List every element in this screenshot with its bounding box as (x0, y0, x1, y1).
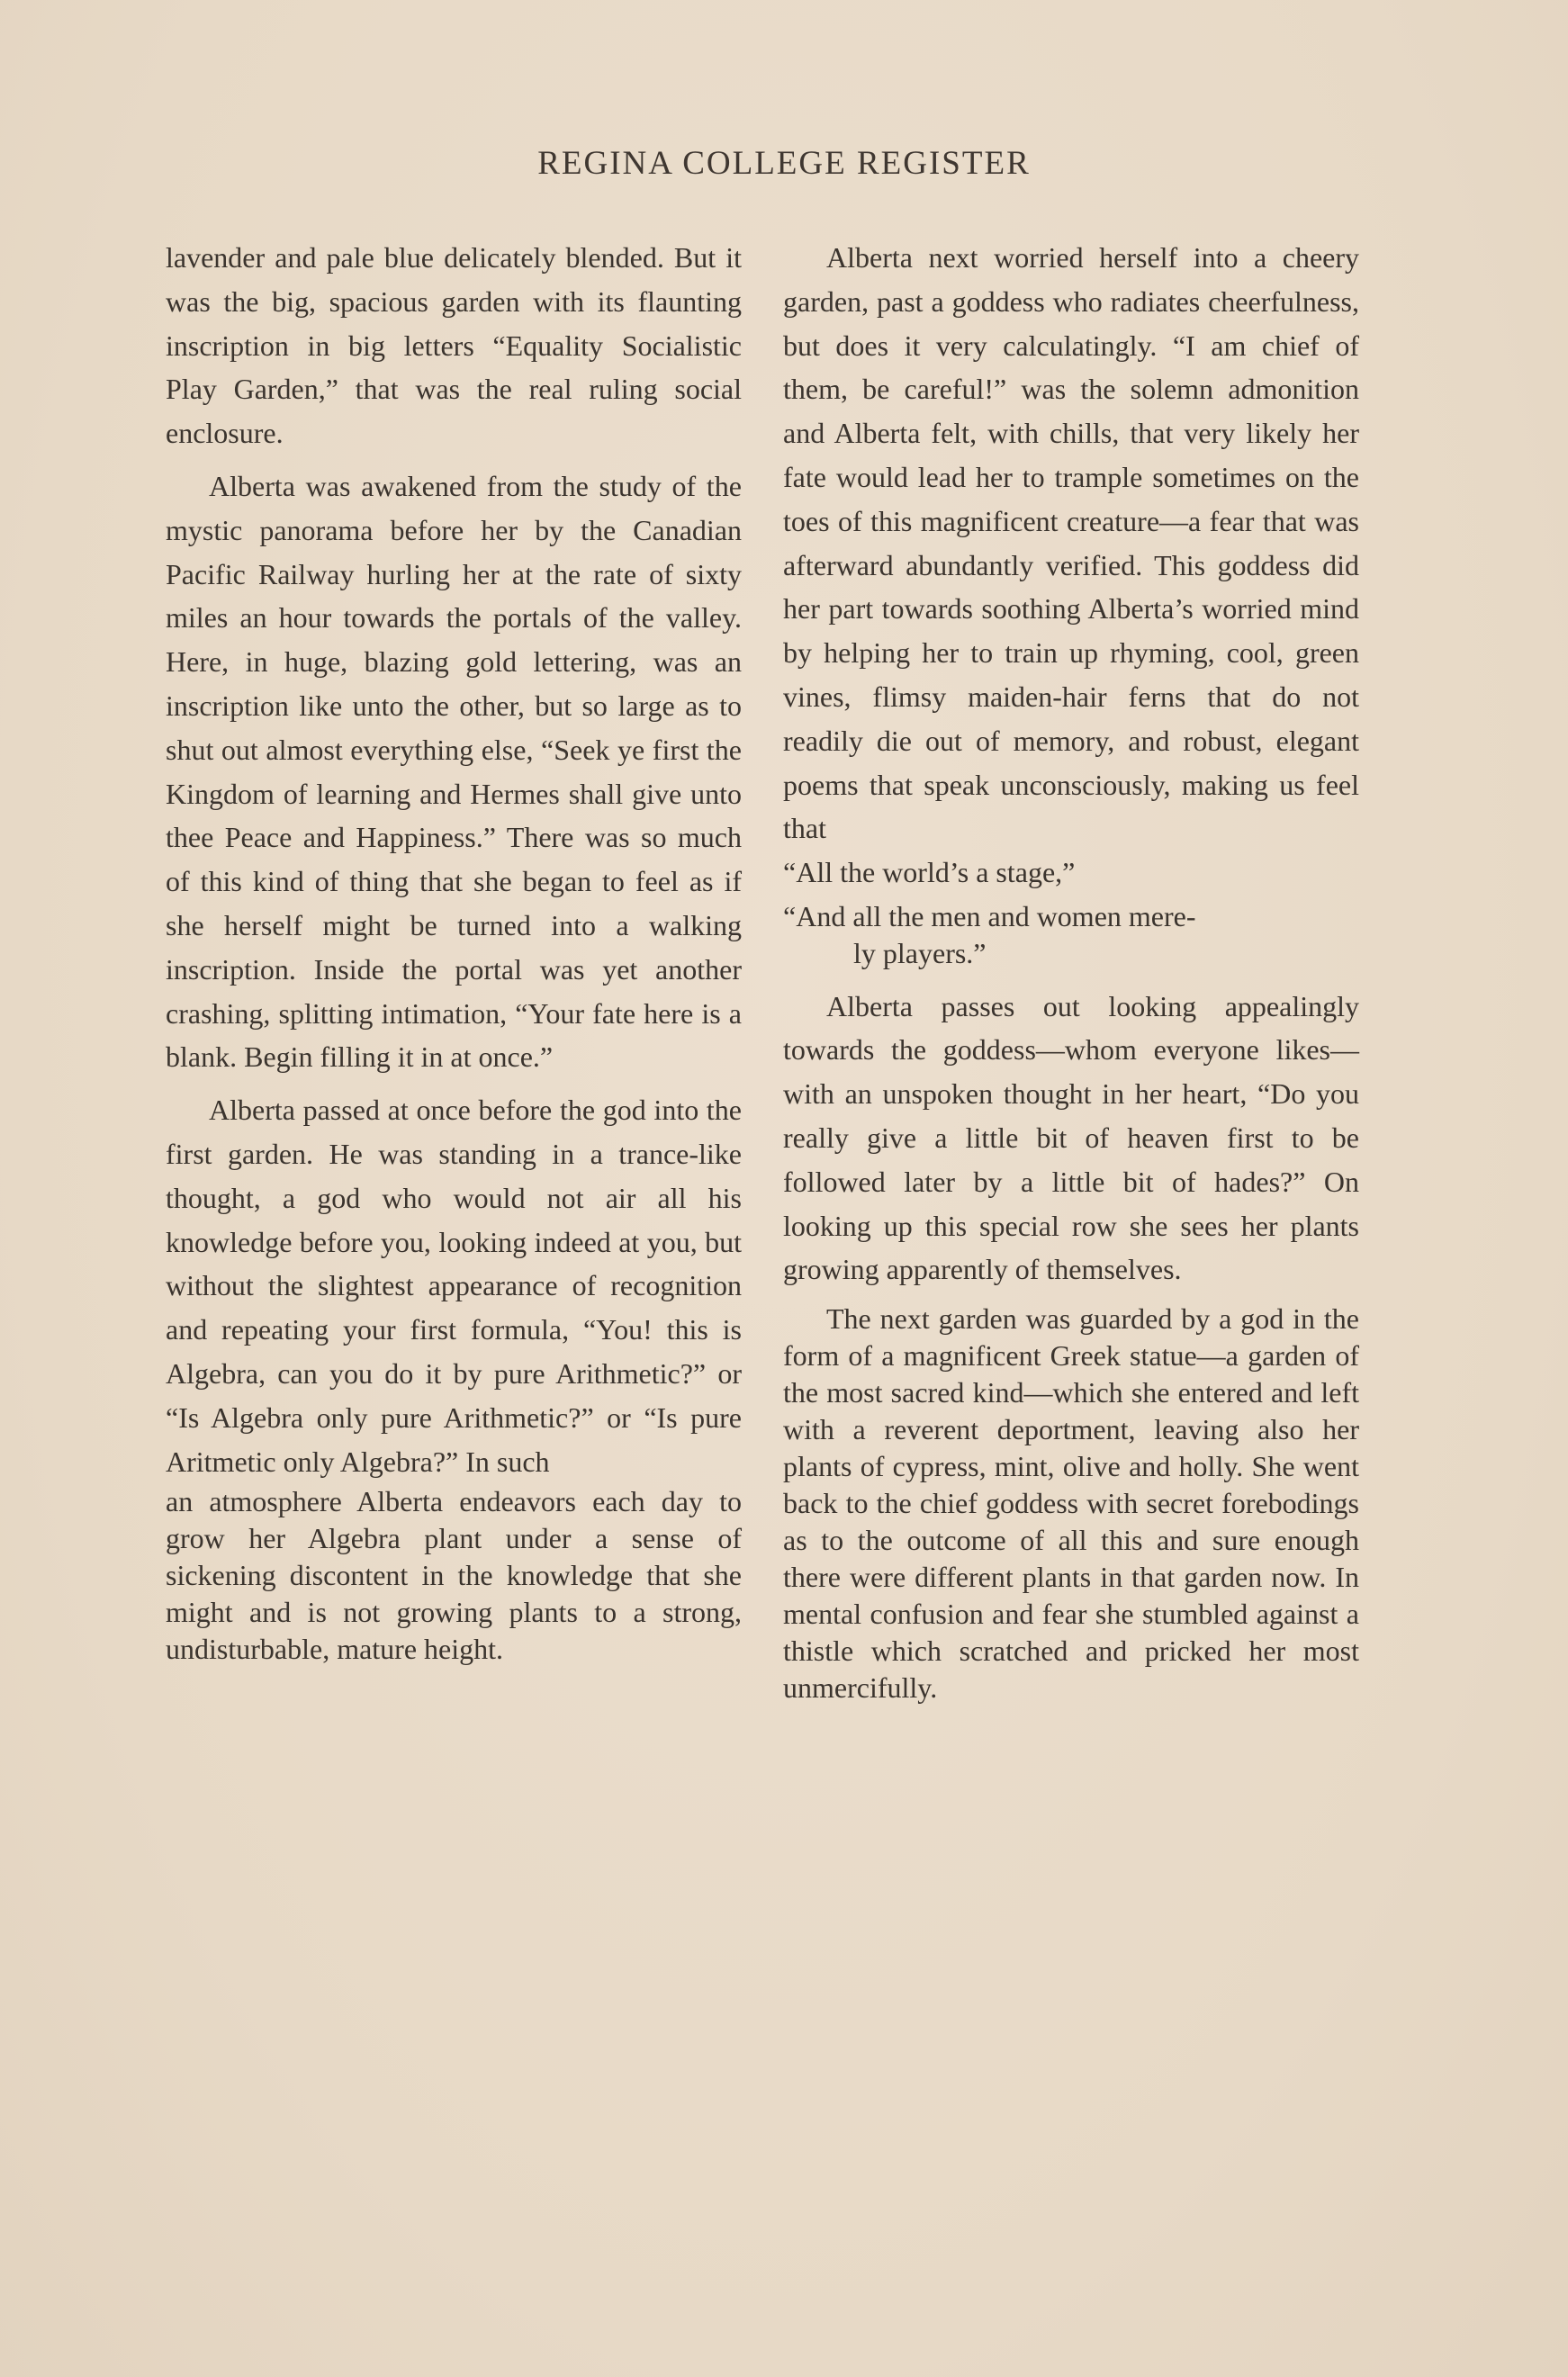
verse-line: “All the world’s a stage,” (783, 856, 1076, 889)
paragraph: Alberta passes out looking appealingly towards the goddess—whom everyone likes—with an unspoken thought in her heart, “Do you really give a little bit of heaven first to be followed later by a little bit of hades?” On looking up this special row she sees her plants growing apparently of themselves. (783, 989, 1359, 1286)
paragraph: an atmosphere Alberta endeavors each day to grow her Algebra plant under a sense of sickening discontent in the knowledge that she might and is not growing plants to a strong, undisturbable, mature height. (166, 1485, 742, 1666)
running-head: REGINA COLLEGE REGISTER (537, 145, 1031, 182)
paragraph: The next garden was guarded by a god in the form of a magnificent Greek statue—a garden of the most sacred kind—which she entered and left with a reverent deportment, leaving also her plants of cypress, mint, olive and holly. She went back to the chief goddess with secret forebodings as to the outcome of all this and sure enough there were different plants in that garden now. In mental confusion and fear she stumbled against a thistle which scratched and pricked her most unmercifully. (783, 1302, 1359, 1705)
paragraph: lavender and pale blue delicately blended. But it was the big, spacious garden with its flaunting inscription in big letters “Equality Socialistic Play Garden,” that was the real ruling social enclosure. (166, 241, 742, 450)
left-column (166, 236, 742, 1668)
paragraph: Alberta passed at once before the god into the first garden. He was standing in a trance-like thought, a god who would not air all his knowledge before you, looking indeed at you, but without the slightest appearance of recognition and repeating your first formula, “You! this is Algebra, can you do it by pure Arithmetic?” or “Is Algebra only pure Arithmetic?” or “Is pure Aritmetic only Algebra?” In such (166, 1094, 742, 1478)
paragraph: Alberta next worried herself into a cheery garden, past a goddess who radiates cheerfulness, but does it very calculatingly. “I am chief of them, be careful!” was the solemn admonition and Alberta felt, with chills, that very likely her fate would lead her to trample sometimes on the toes of this magnificent creature—a fear that was afterward abundantly verified. This goddess did her part towards soothing Alberta’s worried mind by helping her to train up rhyming, cool, green vines, flimsy maiden-hair ferns that do not readily die out of memory, and robust, elegant poems that speak unconsciously, making us feel that (783, 241, 1359, 845)
right-column (783, 236, 1359, 1706)
verse-line: “And all the men and women mere- (783, 899, 1196, 932)
verse-line: ly players.” (853, 936, 987, 969)
paragraph: Alberta was awakened from the study of the mystic panorama before her by the Canadian Pacific Railway hurling her at the rate of sixty miles an hour towards the portals of the valley. Here, in huge, blazing gold lettering, was an inscription like unto the other, but so large as to shut out almost everything else, “Seek ye first the Kingdom of learning and Hermes shall give unto thee Peace and Happiness.” There was so much of this kind of thing that she began to feel as if she herself might be turned into a walking inscription. Inside the portal was yet another crashing, splitting intimation, “Your fate here is a blank. Begin filling it in at once.” (166, 469, 742, 1074)
